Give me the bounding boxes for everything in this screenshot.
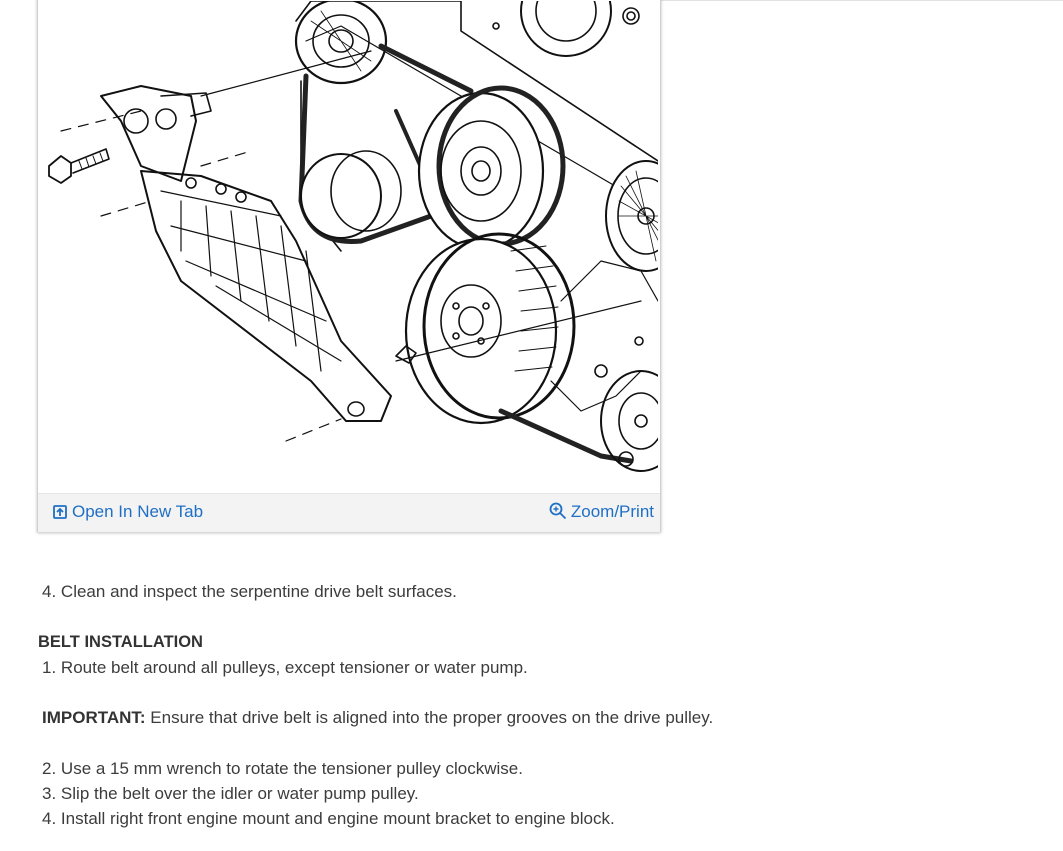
important-text: Ensure that drive belt is aligned into the proper grooves on the drive pulley. — [150, 708, 714, 727]
step-number: 4. — [42, 809, 57, 828]
important-note — [42, 708, 713, 728]
figure-card — [37, 0, 661, 532]
install-step-3 — [42, 784, 419, 804]
open-new-tab-label: Open In New Tab — [72, 502, 204, 521]
section-heading: BELT INSTALLATION — [38, 633, 203, 651]
step-text: Use a 15 mm wrench to rotate the tensioner pulley clockwise. — [60, 759, 523, 778]
open-new-tab-icon — [52, 504, 68, 525]
zoom-print-label: Zoom/Print — [570, 502, 654, 521]
engine-diagram — [41, 1, 658, 491]
step-number: 2. — [42, 759, 57, 778]
install-step-4 — [42, 809, 615, 829]
zoom-icon — [549, 502, 567, 525]
step-text: Slip the belt over the idler or water pump pulley. — [60, 784, 419, 803]
step-number: 3. — [42, 784, 57, 803]
step-text: Route belt around all pulleys, except tensioner or water pump. — [60, 658, 528, 677]
removal-step-4 — [42, 582, 457, 602]
figure-footer — [38, 493, 660, 532]
zoom-print-link[interactable] — [549, 502, 654, 525]
install-step-2 — [42, 759, 523, 779]
step-number: 1. — [42, 658, 57, 677]
important-label: IMPORTANT: — [42, 708, 146, 727]
open-new-tab-link[interactable] — [52, 502, 203, 525]
step-text: Install right front engine mount and engine mount bracket to engine block. — [60, 809, 615, 828]
step-number: 4. — [42, 582, 57, 601]
install-step-1 — [42, 658, 528, 678]
step-text: Clean and inspect the serpentine drive belt surfaces. — [60, 582, 457, 601]
top-divider — [660, 0, 1063, 1]
